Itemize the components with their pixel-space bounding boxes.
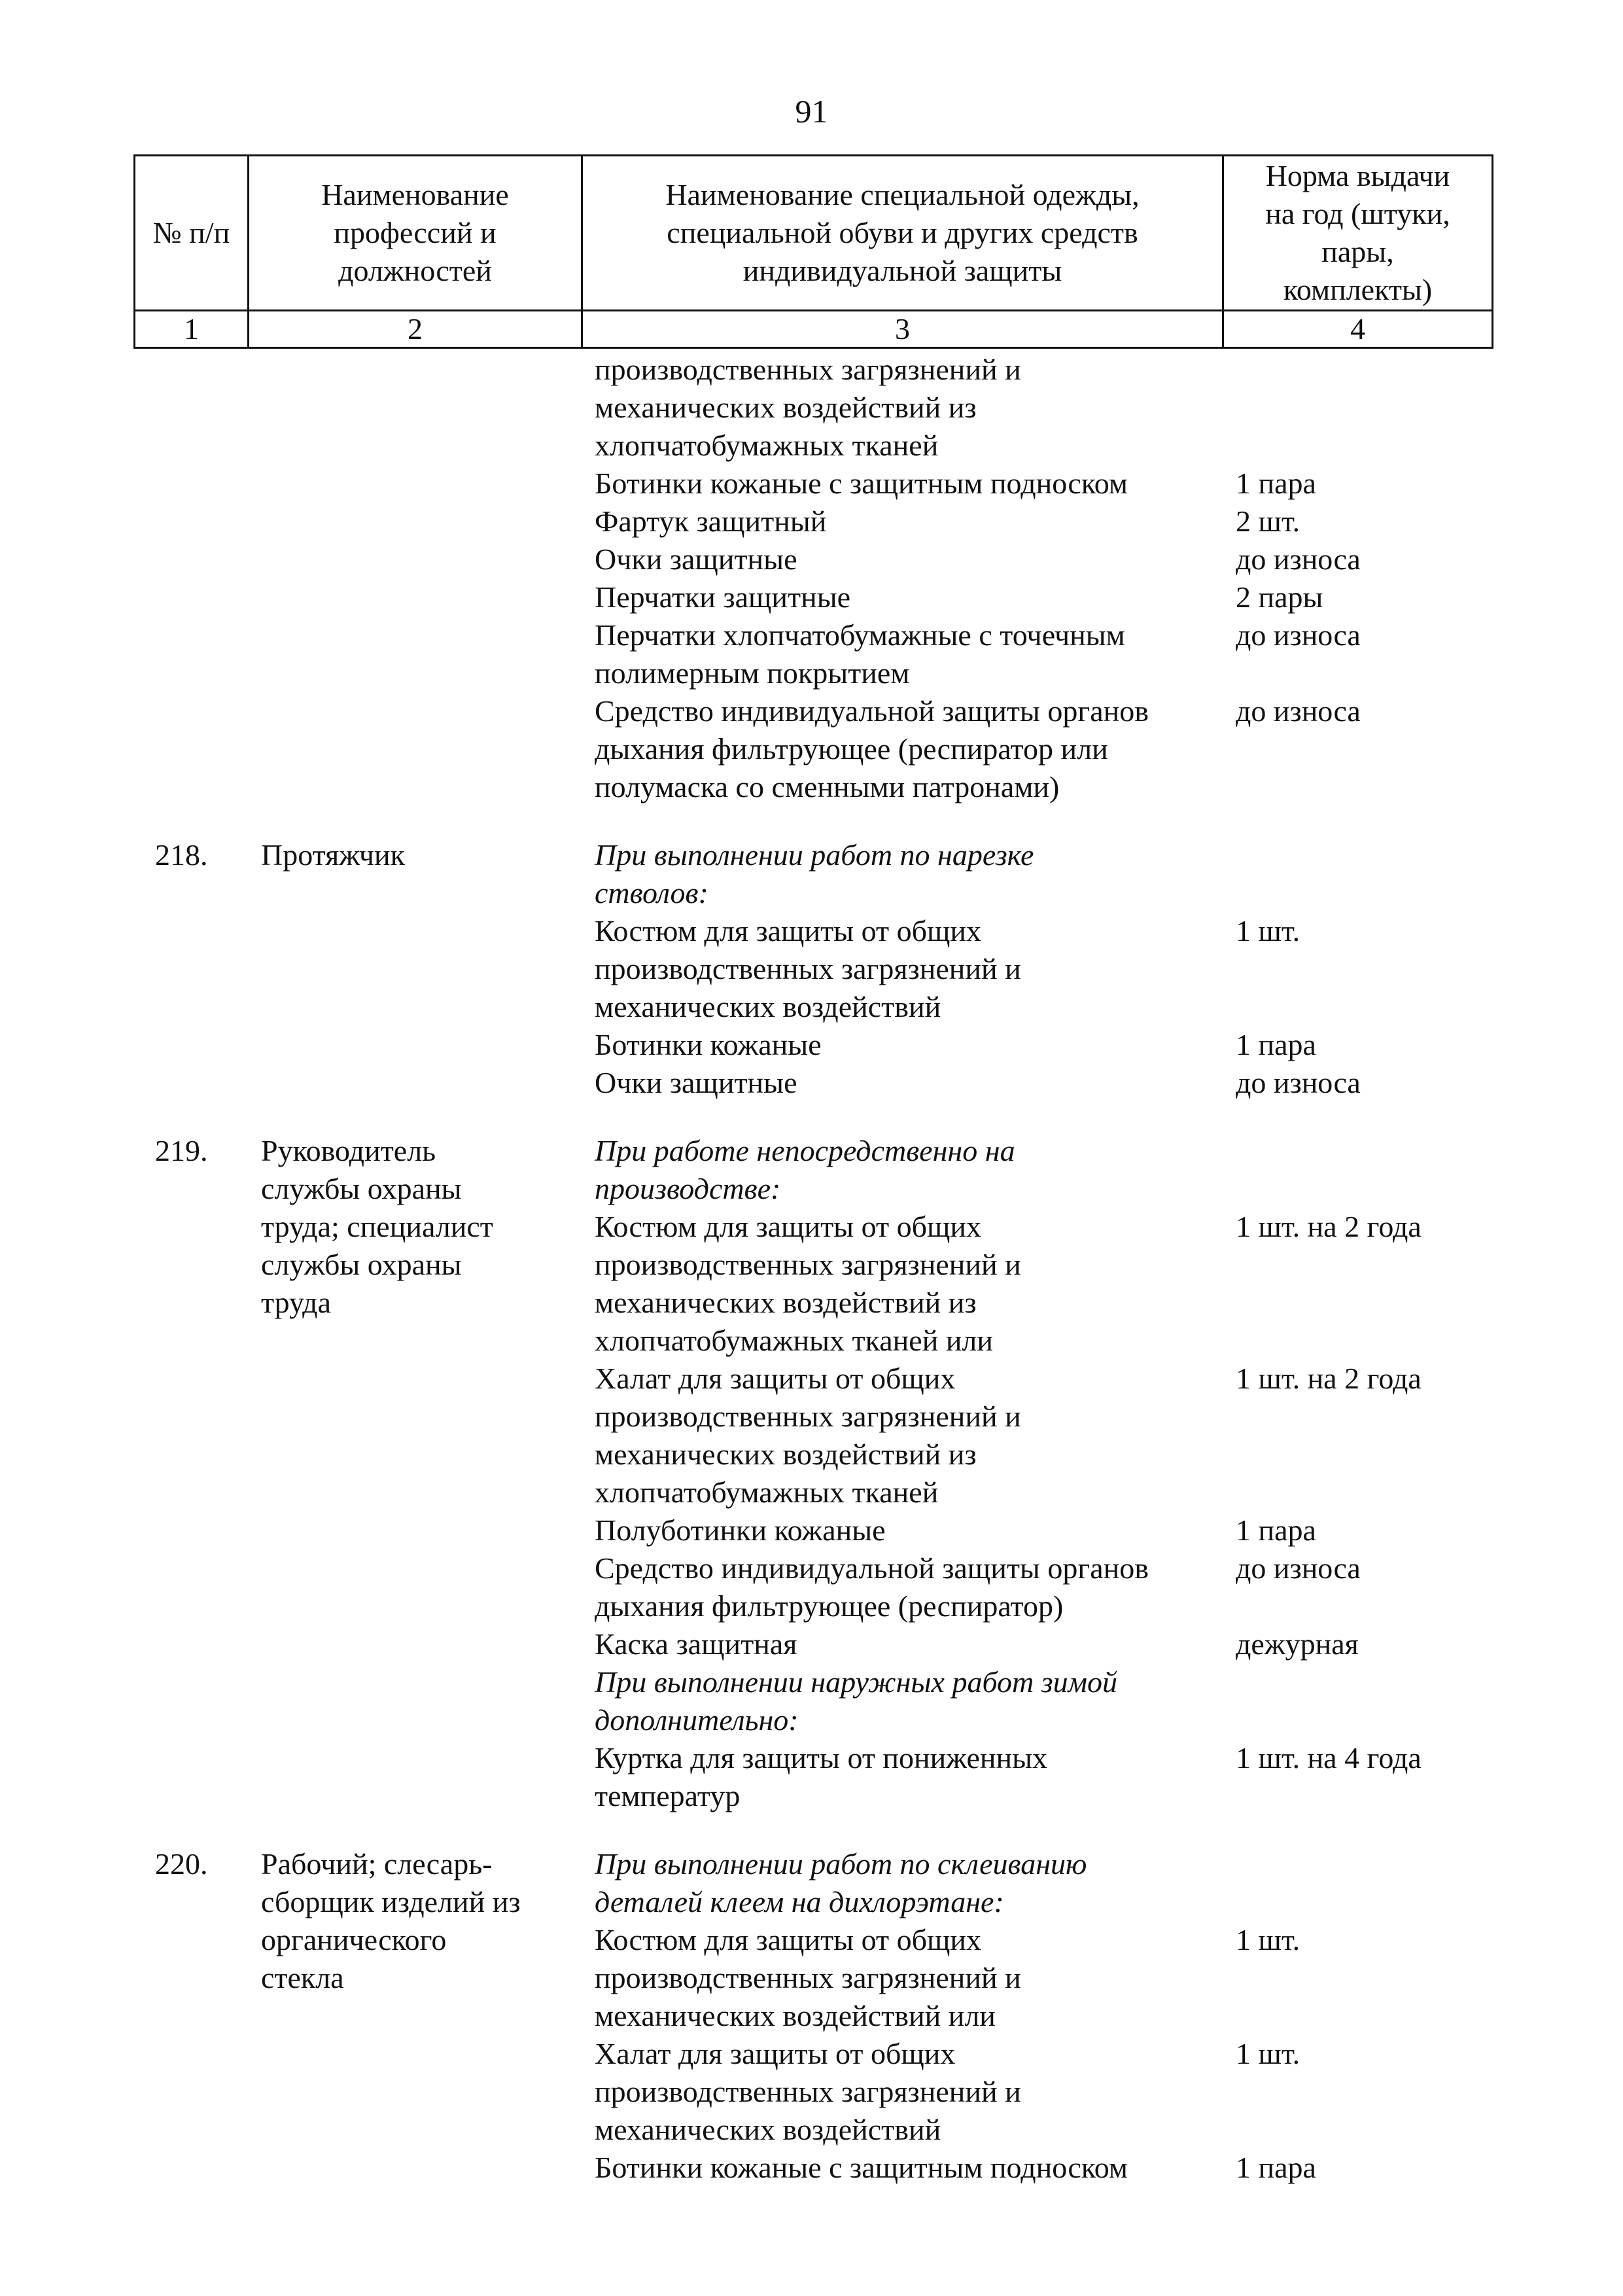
norm-text: дежурная (1236, 1627, 1359, 1661)
equipment-text: производственных загрязнений и (595, 1248, 1021, 1281)
column-number-4: 4 (1223, 311, 1493, 348)
equipment-text: Фартук защитный (595, 504, 827, 538)
norm-text: 1 шт. (1236, 2037, 1300, 2070)
entry-spacer (133, 806, 1492, 836)
equipment-text: хлопчатобумажных тканей (595, 1475, 939, 1509)
table-line (133, 1739, 1492, 1777)
profession-text: сборщик изделий из (261, 1885, 521, 1918)
table-line (133, 1883, 1492, 1921)
profession-text: труда (261, 1286, 331, 1319)
table-line (133, 1064, 1492, 1102)
table-header (133, 154, 1493, 349)
entry-block (133, 1845, 1492, 2187)
equipment-text: Полуботинки кожаные (595, 1513, 886, 1547)
table-line (133, 1959, 1492, 1997)
equipment-text: Очки защитные (595, 542, 797, 576)
table-line (133, 1845, 1492, 1883)
table-line (133, 427, 1492, 465)
table-line (133, 1170, 1492, 1208)
equipment-text: механических воздействий из (595, 1286, 977, 1319)
equipment-text: механических воздействий из (595, 391, 977, 424)
page-number: 91 (795, 93, 828, 130)
table-line (133, 1132, 1492, 1170)
table-line (133, 1284, 1492, 1322)
table-line (133, 351, 1492, 389)
equipment-text: производстве: (595, 1172, 781, 1205)
equipment-text: дыхания фильтрующее (респиратор или (595, 732, 1108, 766)
table-line (133, 2035, 1492, 2073)
header-col-norm-line: комплекты) (1283, 273, 1433, 306)
equipment-text: производственных загрязнений и (595, 1400, 1021, 1433)
table-line (133, 1474, 1492, 1511)
table-line (133, 1208, 1492, 1246)
table-line (133, 1360, 1492, 1398)
header-col-equipment-line: Наименование специальной одежды, (665, 178, 1140, 211)
equipment-text: Ботинки кожаные с защитным подноском (595, 2151, 1128, 2184)
row-number: 219. (155, 1134, 208, 1167)
equipment-text: температур (595, 1779, 741, 1812)
column-number-2: 2 (249, 311, 582, 348)
table-line (133, 836, 1492, 874)
norm-text: 1 шт. (1236, 1923, 1300, 1956)
row-number: 220. (155, 1847, 208, 1881)
table-line (133, 768, 1492, 806)
equipment-text: Перчатки хлопчатобумажные с точечным (595, 618, 1125, 652)
equipment-text: производственных загрязнений и (595, 2075, 1021, 2108)
table-line (133, 1246, 1492, 1284)
equipment-text: Костюм для защиты от общих (595, 914, 982, 947)
norm-text: 1 пара (1236, 1513, 1316, 1547)
row-number: 218. (155, 838, 208, 872)
table-line (133, 1701, 1492, 1739)
equipment-text: механических воздействий (595, 2113, 941, 2146)
equipment-text: Халат для защиты от общих (595, 1362, 956, 1395)
profession-text: органического (261, 1923, 447, 1956)
norm-text: 1 шт. на 4 года (1236, 1741, 1422, 1775)
table-line (133, 874, 1492, 912)
equipment-text: полумаска со сменными патронами) (595, 770, 1060, 804)
entry-spacer (133, 1815, 1492, 1845)
column-number-3: 3 (582, 311, 1223, 348)
equipment-text: Куртка для защиты от пониженных (595, 1741, 1048, 1775)
table-line (133, 730, 1492, 768)
table-line (133, 1436, 1492, 1474)
equipment-text: При выполнении наружных работ зимой (595, 1665, 1118, 1699)
equipment-text: Очки защитные (595, 1066, 797, 1099)
table-line (133, 654, 1492, 692)
profession-text: Рабочий; слесарь- (261, 1847, 493, 1881)
equipment-text: Ботинки кожаные с защитным подноском (595, 467, 1128, 500)
profession-text: Протяжчик (261, 838, 406, 872)
table-line (133, 2149, 1492, 2187)
equipment-text: Костюм для защиты от общих (595, 1923, 982, 1956)
table-line (133, 2073, 1492, 2111)
equipment-text: При выполнении работ по склеиванию (595, 1847, 1087, 1881)
equipment-text: Средство индивидуальной защиты органов (595, 694, 1149, 728)
header-col-profession-line: должностей (338, 254, 492, 287)
norm-text: 1 пара (1236, 2151, 1316, 2184)
profession-text: Руководитель (261, 1134, 436, 1167)
table-line (133, 1777, 1492, 1815)
header-col-norm-line: пары, (1321, 235, 1394, 268)
table-line (133, 1587, 1492, 1625)
entry-block (133, 836, 1492, 1102)
entry-spacer (133, 1102, 1492, 1132)
norm-text: 1 шт. на 2 года (1236, 1362, 1422, 1395)
equipment-text: механических воздействий из (595, 1438, 977, 1471)
header-col-norm-line: на год (штуки, (1265, 197, 1450, 230)
equipment-text: Каска защитная (595, 1627, 797, 1661)
equipment-text: При работе непосредственно на (595, 1134, 1015, 1167)
norm-text: до износа (1236, 1066, 1361, 1099)
norm-text: 2 пары (1236, 580, 1323, 614)
equipment-text: Халат для защиты от общих (595, 2037, 956, 2070)
equipment-text: хлопчатобумажных тканей или (595, 1324, 994, 1357)
norm-text: до износа (1236, 694, 1361, 728)
norm-text: до износа (1236, 1551, 1361, 1585)
entry-block (133, 1132, 1492, 1815)
norm-text: до износа (1236, 618, 1361, 652)
equipment-text: При выполнении работ по нарезке (595, 838, 1034, 872)
header-col-norm (1223, 156, 1493, 311)
column-number-1: 1 (135, 311, 249, 348)
table-line (133, 540, 1492, 578)
table-line (133, 389, 1492, 427)
table-line (133, 578, 1492, 616)
header-col-profession-line: профессий и (334, 216, 497, 249)
table-line (133, 465, 1492, 503)
profession-text: службы охраны (261, 1248, 462, 1281)
equipment-text: Средство индивидуальной защиты органов (595, 1551, 1149, 1585)
equipment-text: Ботинки кожаные (595, 1028, 822, 1061)
profession-text: стекла (261, 1961, 344, 1994)
header-col-profession-line: Наименование (321, 178, 509, 211)
table-line (133, 1997, 1492, 2035)
header-col-norm-line: Норма выдачи (1265, 159, 1450, 192)
norm-text: 2 шт. (1236, 504, 1300, 538)
equipment-text: деталей клеем на дихлорэтане: (595, 1885, 1004, 1918)
header-col-equipment-line: индивидуальной защиты (742, 254, 1062, 287)
profession-text: труда; специалист (261, 1210, 493, 1243)
table-line (133, 1322, 1492, 1360)
table-line (133, 692, 1492, 730)
table-line (133, 1026, 1492, 1064)
table-line (133, 1921, 1492, 1959)
table-body (133, 351, 1492, 2187)
table-line (133, 503, 1492, 540)
profession-text: службы охраны (261, 1172, 462, 1205)
table-line (133, 1549, 1492, 1587)
equipment-text: производственных загрязнений и (595, 1961, 1021, 1994)
header-col-number (135, 156, 249, 311)
equipment-text: дыхания фильтрующее (респиратор) (595, 1589, 1064, 1623)
equipment-text: полимерным покрытием (595, 656, 910, 690)
table-line (133, 988, 1492, 1026)
table-line (133, 912, 1492, 950)
header-col-profession (249, 156, 582, 311)
header-col-equipment-line: специальной обуви и других средств (667, 216, 1138, 249)
norm-text: 1 пара (1236, 467, 1316, 500)
norm-text: 1 пара (1236, 1028, 1316, 1061)
table-line (133, 1625, 1492, 1663)
header-col-equipment (582, 156, 1223, 311)
equipment-text: хлопчатобумажных тканей (595, 429, 939, 462)
table-line (133, 950, 1492, 988)
continuation-block (133, 351, 1492, 806)
equipment-text: производственных загрязнений и (595, 952, 1021, 985)
equipment-text: дополнительно: (595, 1703, 799, 1737)
equipment-text: производственных загрязнений и (595, 353, 1021, 386)
equipment-text: стволов: (595, 876, 708, 910)
table-line (133, 616, 1492, 654)
equipment-text: Перчатки защитные (595, 580, 851, 614)
table-line (133, 1511, 1492, 1549)
table-line (133, 2111, 1492, 2149)
norm-text: до износа (1236, 542, 1361, 576)
norm-text: 1 шт. (1236, 914, 1300, 947)
equipment-text: механических воздействий (595, 990, 941, 1023)
header-col-number-label: № п/п (152, 216, 230, 249)
equipment-text: Костюм для защиты от общих (595, 1210, 982, 1243)
equipment-text: механических воздействий или (595, 1999, 996, 2032)
table-line (133, 1663, 1492, 1701)
norm-text: 1 шт. на 2 года (1236, 1210, 1422, 1243)
table-line (133, 1398, 1492, 1436)
